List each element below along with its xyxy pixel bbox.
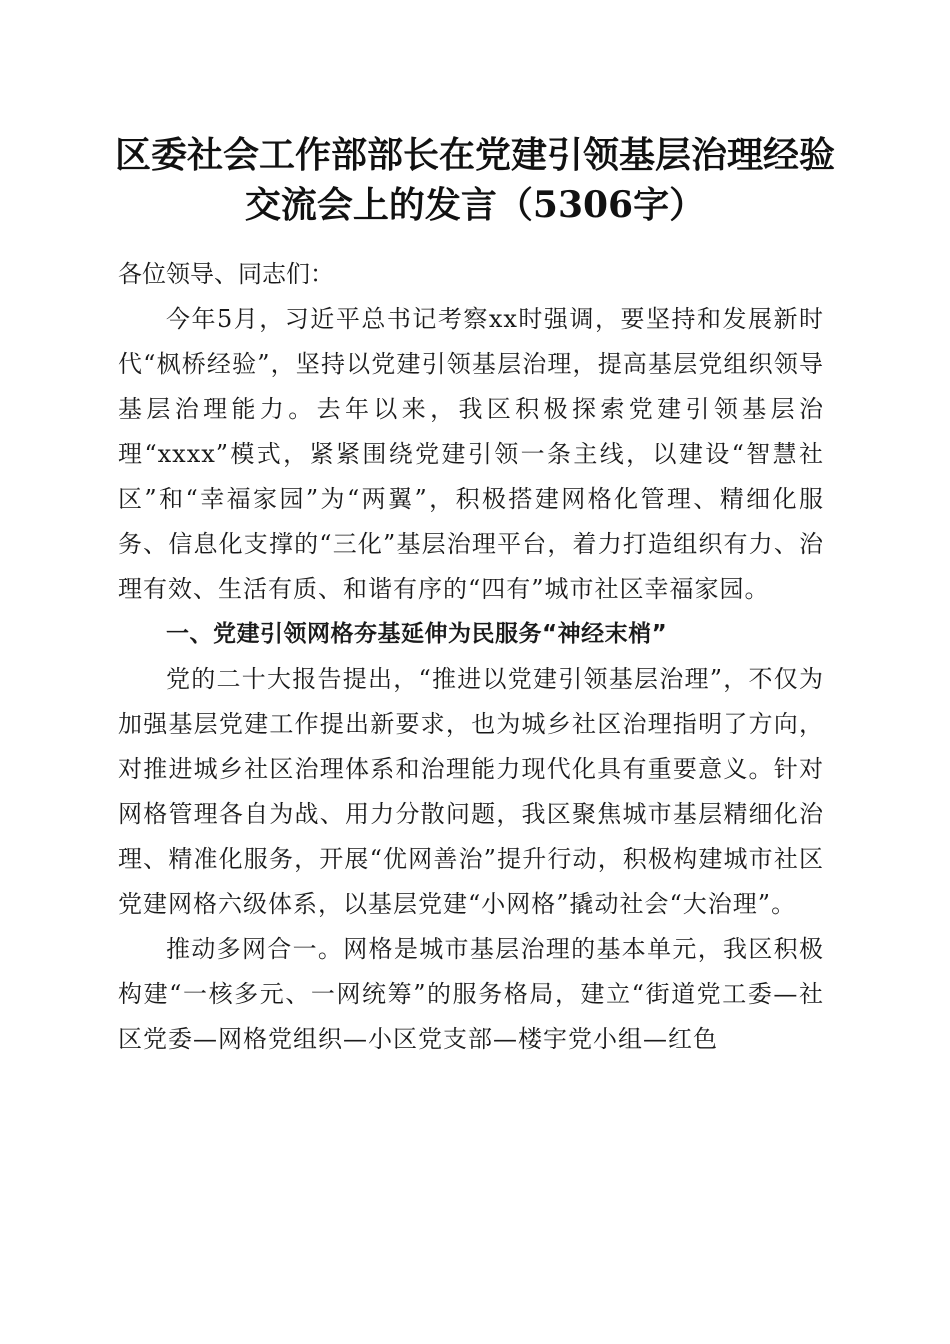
section-heading-1: 一、党建引领网格夯基延伸为民服务“神经末梢” [166,621,668,647]
section1-paragraph-2: 推动多网合一。网格是城市基层治理的基本单元，我区积极构建“一核多元、一网统筹”的服务格局，建立“街道党工委—社区党委—网格党组织—小区党支部—楼宇党小组—红色 [118,935,824,1053]
greeting: 各位领导、同志们： [118,260,334,288]
intro-paragraph: 今年5月，习近平总书记考察xx时强调，要坚持和发展新时代“枫桥经验”，坚持以党建引领基层治理，提高基层党组织领导基层治理能力。去年以来，我区积极探索党建引领基层治理“xxxx”模式，紧紧围绕党建引领一条主线，以建设“智慧社区”和“幸福家园”为“两翼”，积极搭建网格化管理、精细化服务、信息化支撑的“三化”基层治理平台，着力打造组织有力、治理有效、生活有质、和谐有序的“四有”城市社区幸福家园。 [118,305,824,603]
document-title [110,130,840,230]
section1-paragraph-1: 党的二十大报告提出，“推进以党建引领基层治理”，不仅为加强基层党建工作提出新要求，也为城乡社区治理指明了方向，对推进城乡社区治理体系和治理能力现代化具有重要意义。针对网格管理各自为战、用力分散问题，我区聚焦城市基层精细化治理、精准化服务，开展“优网善治”提升行动，积极构建城市社区党建网格六级体系，以基层党建“小网格”撬动社会“大治理”。 [118,665,824,918]
title-line-2: 交流会上的发言（5306字） [244,184,706,226]
title-line-1: 区委社会工作部部长在党建引领基层治理经验 [114,134,835,176]
document-body [118,252,824,1062]
